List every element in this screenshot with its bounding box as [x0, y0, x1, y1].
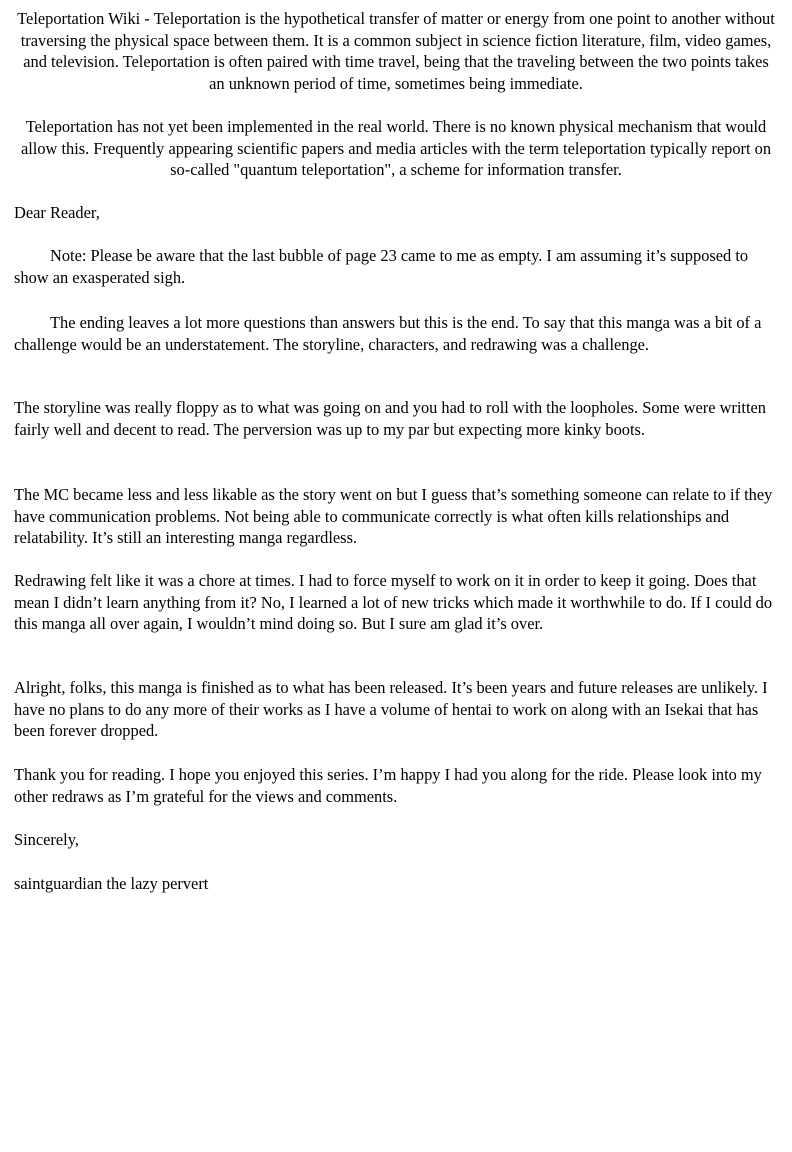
letter-paragraph-redrawing: Redrawing felt like it was a chore at times. I had to force myself to work on it in order to keep it going. Does that mean I didn’t learn anything from it? No, I learned a lot of new tricks which made it worthwhile to do. If I could do this manga all over again, I wouldn’t mind doing so. But I sure am glad it’s over. [14, 571, 773, 634]
letter-paragraph-storyline: The storyline was really floppy as to what was going on and you had to roll with the loopholes. Some were written fairly well and decent to read. The perversion was up to my par but expecting more kinky boots. [14, 398, 767, 439]
intro-paragraph-definition: Teleportation Wiki - Teleportation is the hypothetical transfer of matter or energy from one point to another without traversing the physical space between them. It is a common subject in science fiction literature, film, video games, and television. Teleportation is often paired with time travel, being that the traveling between the two points takes an unknown period of time, sometimes being immediate. [17, 9, 775, 93]
letter-paragraph-finished: Alright, folks, this manga is finished as to what has been released. It’s been years and future releases are unlikely. I have no plans to do any more of their works as I have a volume of hentai to work on along with an Isekai that has been forever dropped. [14, 678, 768, 741]
letter-paragraph-thanks: Thank you for reading. I hope you enjoyed this series. I’m happy I had you along for the ride. Please look into my other redraws as I’m grateful for the views and comments. [14, 765, 762, 806]
letter-signature: saintguardian the lazy pervert [14, 874, 209, 893]
letter-closing: Sincerely, [14, 830, 79, 849]
letter-paragraph-ending: The ending leaves a lot more questions than answers but this is the end. To say that this manga was a bit of a challenge would be an understatement. The storyline, characters, and redrawing was a challenge. [14, 313, 762, 354]
letter-paragraph-note: Note: Please be aware that the last bubble of page 23 came to me as empty. I am assuming it’s supposed to show an exasperated sigh. [14, 246, 749, 287]
letter-paragraph-mc: The MC became less and less likable as the story went on but I guess that’s something someone can relate to if they have communication problems. Not being able to communicate correctly is what often kills relationships and relatability. It’s still an interesting manga regardless. [14, 485, 773, 548]
intro-paragraph-reality: Teleportation has not yet been implemented in the real world. There is no known physical mechanism that would allow this. Frequently appearing scientific papers and media articles with the term teleportation typically report on so-called "quantum teleportation", a scheme for information transfer. [20, 117, 772, 180]
letter-salutation: Dear Reader, [14, 203, 100, 222]
